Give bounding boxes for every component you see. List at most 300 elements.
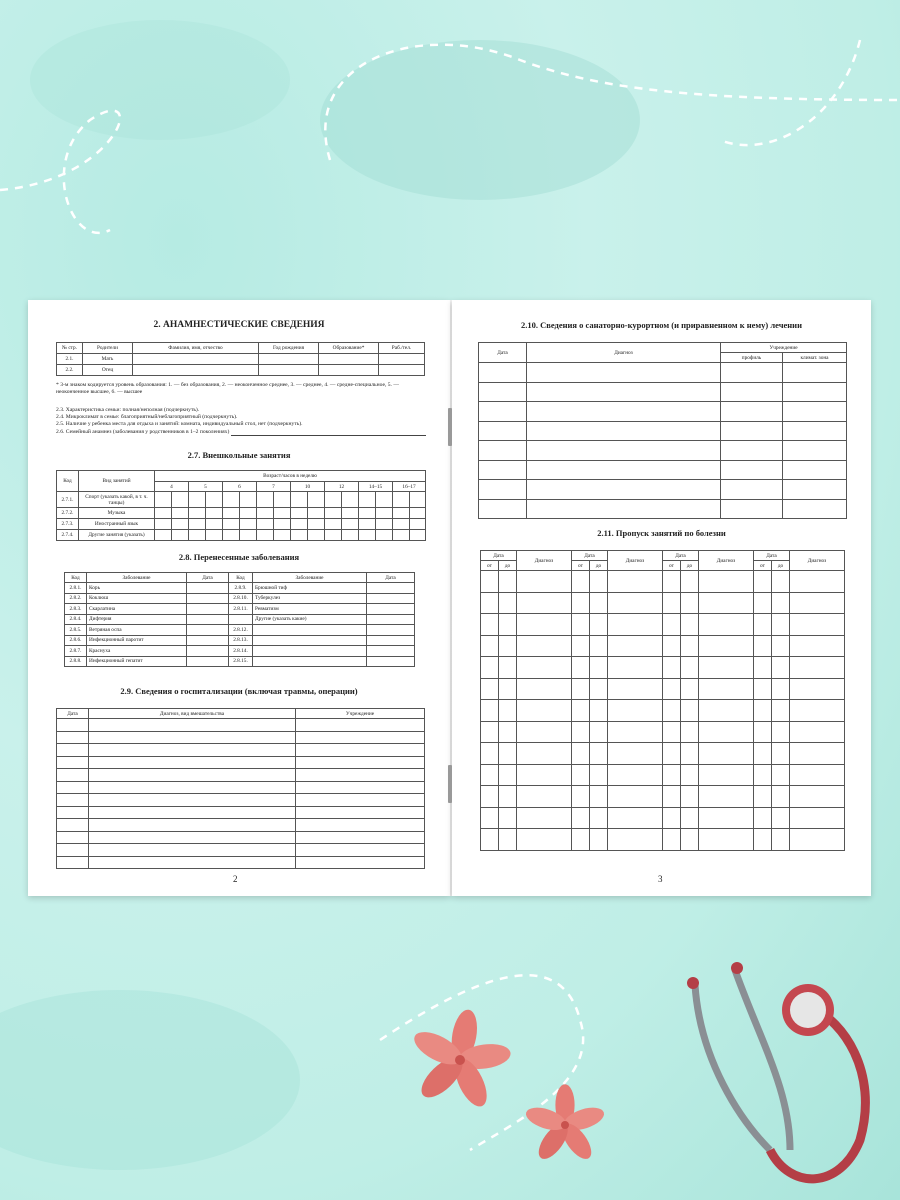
table-cell[interactable] — [754, 635, 772, 657]
table-header: Дата — [479, 343, 527, 363]
table-cell[interactable] — [681, 743, 699, 765]
table-cell[interactable] — [481, 700, 499, 722]
table-cell[interactable] — [517, 786, 572, 808]
table-cell[interactable] — [527, 480, 721, 500]
table-cell[interactable] — [721, 402, 783, 422]
table-cell[interactable] — [517, 635, 572, 657]
table-cell[interactable] — [721, 441, 783, 461]
table-cell[interactable] — [296, 781, 425, 794]
table-cell[interactable] — [527, 441, 721, 461]
table-cell[interactable] — [481, 786, 499, 808]
disease-name[interactable] — [253, 635, 367, 646]
date-cell[interactable] — [187, 646, 229, 657]
table-cell[interactable] — [608, 721, 663, 743]
table-cell[interactable] — [499, 700, 517, 722]
table-cell[interactable] — [663, 571, 681, 593]
table-cell[interactable] — [681, 571, 699, 593]
table-cell[interactable] — [608, 829, 663, 851]
table-cell[interactable] — [572, 592, 590, 614]
table-cell[interactable] — [754, 721, 772, 743]
table-cell[interactable] — [572, 678, 590, 700]
table-cell[interactable] — [790, 657, 845, 679]
table-cell[interactable] — [721, 499, 783, 519]
table-header: Дата — [57, 709, 89, 719]
table-cell[interactable] — [608, 614, 663, 636]
date-cell[interactable] — [367, 583, 415, 594]
table-cell[interactable] — [772, 571, 790, 593]
table-row — [57, 794, 425, 807]
table-cell[interactable] — [772, 592, 790, 614]
table-cell[interactable] — [296, 744, 425, 757]
table-cell[interactable] — [608, 807, 663, 829]
table-cell[interactable] — [517, 700, 572, 722]
table-cell[interactable] — [699, 592, 754, 614]
date-cell[interactable] — [187, 625, 229, 636]
table-cell[interactable] — [517, 614, 572, 636]
table-cell[interactable] — [681, 786, 699, 808]
table-cell[interactable] — [481, 807, 499, 829]
table-row — [481, 743, 845, 765]
table-cell[interactable] — [772, 786, 790, 808]
table-row — [65, 635, 415, 646]
table-cell[interactable] — [319, 354, 379, 365]
table-cell[interactable] — [499, 614, 517, 636]
table-cell[interactable] — [481, 764, 499, 786]
table-row — [481, 700, 845, 722]
age-header: 7 — [257, 482, 291, 492]
table-cell[interactable] — [572, 764, 590, 786]
table-cell[interactable] — [499, 678, 517, 700]
table-cell[interactable] — [57, 769, 89, 782]
table-cell[interactable] — [699, 635, 754, 657]
disease-name: Дифтерия — [87, 614, 187, 625]
date-cell[interactable] — [367, 635, 415, 646]
table-cell[interactable] — [790, 743, 845, 765]
date-cell[interactable] — [187, 583, 229, 594]
table-cell[interactable] — [481, 592, 499, 614]
disease-code: 2.8.11. — [229, 604, 253, 615]
table-cell[interactable] — [790, 614, 845, 636]
table-cell[interactable] — [790, 592, 845, 614]
table-cell[interactable] — [754, 743, 772, 765]
table-cell[interactable] — [89, 719, 296, 732]
table-cell[interactable] — [572, 571, 590, 593]
disease-name: Скарлатина — [87, 604, 187, 615]
table-row — [65, 656, 415, 667]
table-cell[interactable] — [479, 441, 527, 461]
table-cell[interactable] — [499, 635, 517, 657]
table-cell[interactable] — [699, 786, 754, 808]
table-cell[interactable] — [481, 829, 499, 851]
table-cell[interactable] — [699, 807, 754, 829]
diseases-table — [64, 572, 415, 667]
table-cell[interactable] — [517, 678, 572, 700]
table-cell[interactable] — [772, 764, 790, 786]
table-header: Фамилия, имя, отчество — [133, 343, 259, 354]
row-code: 2.7.4. — [57, 530, 79, 541]
item-2-5: 2.5. Наличие у ребенка места для отдыха и занятий: комната, индивидуальный стол, нет (подчеркнуть). — [56, 421, 303, 428]
table-header: Диагноз — [527, 343, 721, 363]
table-cell[interactable] — [754, 614, 772, 636]
table-cell[interactable] — [572, 807, 590, 829]
family-history-line[interactable] — [231, 429, 426, 436]
table-cell[interactable] — [790, 721, 845, 743]
table-subheader: от — [663, 561, 681, 571]
table-cell[interactable] — [296, 806, 425, 819]
row-number: 2.2. — [57, 365, 83, 376]
table-cell[interactable] — [681, 592, 699, 614]
table-cell[interactable] — [499, 786, 517, 808]
activities-table — [56, 470, 426, 541]
table-cell[interactable] — [663, 592, 681, 614]
table-cell[interactable] — [517, 657, 572, 679]
table-cell[interactable] — [590, 764, 608, 786]
disease-code — [229, 614, 253, 625]
table-cell[interactable] — [57, 819, 89, 832]
table-cell[interactable] — [754, 786, 772, 808]
table-cell[interactable] — [721, 363, 783, 383]
table-cell[interactable] — [681, 614, 699, 636]
table-cell[interactable] — [681, 700, 699, 722]
table-cell[interactable] — [527, 499, 721, 519]
date-cell[interactable] — [367, 593, 415, 604]
table-cell[interactable] — [89, 856, 296, 869]
table-row — [57, 744, 425, 757]
table-cell[interactable] — [783, 480, 847, 500]
disease-name[interactable] — [253, 646, 367, 657]
table-cell[interactable] — [572, 700, 590, 722]
table-cell[interactable] — [296, 731, 425, 744]
table-subheader: профиль — [721, 353, 783, 363]
table-cell[interactable] — [479, 499, 527, 519]
table-cell[interactable] — [296, 819, 425, 832]
table-row — [481, 657, 845, 679]
table-cell[interactable] — [699, 829, 754, 851]
table-cell[interactable] — [772, 657, 790, 679]
table-header: Дата — [663, 551, 699, 561]
table-cell[interactable] — [296, 794, 425, 807]
row-number: 2.1. — [57, 354, 83, 365]
table-row — [65, 614, 415, 625]
table-cell[interactable] — [89, 731, 296, 744]
table-cell[interactable] — [590, 743, 608, 765]
table-cell[interactable] — [608, 743, 663, 765]
table-cell[interactable] — [681, 829, 699, 851]
date-cell[interactable] — [367, 625, 415, 636]
table-cell[interactable] — [699, 678, 754, 700]
table-cell[interactable] — [681, 657, 699, 679]
table-cell[interactable] — [608, 592, 663, 614]
table-cell[interactable] — [790, 807, 845, 829]
table-cell[interactable] — [772, 721, 790, 743]
table-cell[interactable] — [590, 614, 608, 636]
table-cell[interactable] — [590, 829, 608, 851]
table-cell[interactable] — [783, 441, 847, 461]
table-cell[interactable] — [608, 657, 663, 679]
table-cell[interactable] — [133, 365, 259, 376]
table-cell[interactable] — [296, 831, 425, 844]
table-cell[interactable] — [608, 571, 663, 593]
table-cell[interactable] — [681, 721, 699, 743]
table-cell[interactable] — [783, 499, 847, 519]
table-cell[interactable] — [790, 829, 845, 851]
table-cell[interactable] — [608, 786, 663, 808]
table-cell[interactable] — [681, 764, 699, 786]
date-cell[interactable] — [367, 604, 415, 615]
table-cell[interactable] — [772, 614, 790, 636]
table-cell[interactable] — [590, 678, 608, 700]
table-cell[interactable] — [89, 844, 296, 857]
table-cell[interactable] — [57, 744, 89, 757]
table-cell[interactable] — [681, 807, 699, 829]
table-cell[interactable] — [89, 806, 296, 819]
table-cell[interactable] — [517, 829, 572, 851]
table-cell[interactable] — [481, 678, 499, 700]
table-cell[interactable] — [572, 657, 590, 679]
table-cell[interactable] — [89, 756, 296, 769]
table-cell[interactable] — [699, 721, 754, 743]
table-cell[interactable] — [89, 794, 296, 807]
table-cell[interactable] — [608, 635, 663, 657]
table-cell[interactable] — [772, 678, 790, 700]
table-cell[interactable] — [517, 807, 572, 829]
table-cell[interactable] — [663, 678, 681, 700]
table-row — [481, 592, 845, 614]
table-cell[interactable] — [296, 756, 425, 769]
table-cell[interactable] — [479, 402, 527, 422]
table-cell[interactable] — [527, 421, 721, 441]
table-cell[interactable] — [699, 657, 754, 679]
table-cell[interactable] — [772, 743, 790, 765]
table-cell[interactable] — [499, 592, 517, 614]
table-cell[interactable] — [790, 635, 845, 657]
sanatorium-table — [478, 342, 847, 519]
table-cell[interactable] — [259, 365, 319, 376]
table-cell[interactable] — [527, 363, 721, 383]
table-cell[interactable] — [527, 382, 721, 402]
table-cell[interactable] — [499, 764, 517, 786]
table-cell[interactable] — [517, 571, 572, 593]
table-cell[interactable] — [479, 363, 527, 383]
table-cell[interactable] — [481, 614, 499, 636]
table-cell[interactable] — [663, 635, 681, 657]
table-cell[interactable] — [590, 657, 608, 679]
table-cell[interactable] — [319, 365, 379, 376]
table-cell[interactable] — [721, 421, 783, 441]
table-cell[interactable] — [527, 402, 721, 422]
table-cell[interactable] — [89, 819, 296, 832]
table-cell[interactable] — [479, 382, 527, 402]
table-cell[interactable] — [699, 614, 754, 636]
table-subheader: до — [681, 561, 699, 571]
table-cell[interactable] — [89, 744, 296, 757]
table-cell[interactable] — [608, 764, 663, 786]
table-cell[interactable] — [57, 719, 89, 732]
table-cell[interactable] — [572, 614, 590, 636]
table-cell[interactable] — [379, 365, 425, 376]
table-cell[interactable] — [721, 460, 783, 480]
table-cell[interactable] — [663, 614, 681, 636]
table-cell[interactable] — [89, 831, 296, 844]
table-cell[interactable] — [296, 719, 425, 732]
table-cell[interactable] — [663, 764, 681, 786]
table-cell[interactable] — [481, 657, 499, 679]
date-cell[interactable] — [187, 635, 229, 646]
table-row — [57, 530, 426, 541]
table-cell[interactable] — [590, 635, 608, 657]
table-cell[interactable] — [572, 786, 590, 808]
table-cell[interactable] — [572, 721, 590, 743]
table-cell[interactable] — [663, 721, 681, 743]
table-cell[interactable] — [663, 786, 681, 808]
table-cell[interactable] — [590, 700, 608, 722]
table-cell[interactable] — [499, 807, 517, 829]
table-cell[interactable] — [590, 571, 608, 593]
table-cell[interactable] — [772, 829, 790, 851]
table-cell[interactable] — [590, 592, 608, 614]
date-cell[interactable] — [187, 593, 229, 604]
table-cell[interactable] — [754, 807, 772, 829]
table-cell[interactable] — [481, 635, 499, 657]
table-cell[interactable] — [754, 592, 772, 614]
table-cell[interactable] — [783, 363, 847, 383]
table-cell[interactable] — [57, 794, 89, 807]
table-cell[interactable] — [517, 721, 572, 743]
table-cell[interactable] — [783, 402, 847, 422]
table-cell[interactable] — [608, 700, 663, 722]
table-cell[interactable] — [663, 743, 681, 765]
table-cell[interactable] — [296, 856, 425, 869]
age-header: 12 — [325, 482, 359, 492]
disease-name: Краснуха — [87, 646, 187, 657]
table-cell[interactable] — [790, 571, 845, 593]
table-cell[interactable] — [699, 743, 754, 765]
table-cell[interactable] — [57, 831, 89, 844]
table-cell[interactable] — [681, 678, 699, 700]
table-cell[interactable] — [783, 421, 847, 441]
table-cell[interactable] — [572, 829, 590, 851]
table-cell[interactable] — [481, 743, 499, 765]
table-cell[interactable] — [590, 807, 608, 829]
date-cell[interactable] — [367, 646, 415, 657]
disease-name[interactable] — [253, 656, 367, 667]
table-subheader: до — [772, 561, 790, 571]
table-cell[interactable] — [499, 743, 517, 765]
table-cell[interactable] — [699, 764, 754, 786]
table-cell[interactable] — [699, 700, 754, 722]
table-cell[interactable] — [89, 769, 296, 782]
table-cell[interactable] — [481, 571, 499, 593]
disease-name: Ревматизм — [253, 604, 367, 615]
table-cell[interactable] — [296, 769, 425, 782]
date-cell[interactable] — [367, 614, 415, 625]
table-cell[interactable] — [499, 721, 517, 743]
table-cell[interactable] — [772, 807, 790, 829]
table-header: Учреждение — [721, 343, 847, 353]
table-cell[interactable] — [663, 657, 681, 679]
table-cell[interactable] — [479, 480, 527, 500]
table-cell[interactable] — [481, 721, 499, 743]
table-subheader: от — [754, 561, 772, 571]
table-cell[interactable] — [721, 382, 783, 402]
table-cell[interactable] — [772, 635, 790, 657]
table-cell[interactable] — [754, 678, 772, 700]
table-cell[interactable] — [754, 829, 772, 851]
absence-table — [480, 550, 845, 851]
table-cell[interactable] — [499, 829, 517, 851]
activity-name: Иностранный язык — [79, 519, 155, 530]
table-cell[interactable] — [517, 743, 572, 765]
table-cell[interactable] — [590, 721, 608, 743]
table-cell[interactable] — [89, 781, 296, 794]
table-row — [57, 781, 425, 794]
table-cell[interactable] — [681, 635, 699, 657]
table-cell[interactable] — [699, 571, 754, 593]
date-cell[interactable] — [187, 604, 229, 615]
table-cell[interactable] — [296, 844, 425, 857]
table-row — [57, 819, 425, 832]
table-cell[interactable] — [57, 856, 89, 869]
table-cell[interactable] — [663, 700, 681, 722]
table-cell[interactable] — [57, 806, 89, 819]
disease-name: Другие (указать какие) — [253, 614, 367, 625]
table-cell[interactable] — [517, 592, 572, 614]
table-cell[interactable] — [572, 743, 590, 765]
table-cell[interactable] — [608, 678, 663, 700]
date-cell[interactable] — [187, 656, 229, 667]
table-cell[interactable] — [663, 807, 681, 829]
table-cell[interactable] — [721, 480, 783, 500]
table-subheader: от — [481, 561, 499, 571]
disease-code: 2.8.4. — [65, 614, 87, 625]
table-cell[interactable] — [133, 354, 259, 365]
table-cell[interactable] — [57, 844, 89, 857]
table-cell[interactable] — [754, 700, 772, 722]
table-cell[interactable] — [57, 731, 89, 744]
table-cell[interactable] — [57, 756, 89, 769]
table-cell[interactable] — [572, 635, 590, 657]
parent-label: Мать — [83, 354, 133, 365]
disease-name[interactable] — [253, 625, 367, 636]
table-cell[interactable] — [790, 786, 845, 808]
table-cell[interactable] — [790, 700, 845, 722]
table-cell[interactable] — [499, 571, 517, 593]
table-cell[interactable] — [479, 460, 527, 480]
date-cell[interactable] — [367, 656, 415, 667]
table-cell[interactable] — [790, 678, 845, 700]
table-cell[interactable] — [590, 786, 608, 808]
table-row — [65, 593, 415, 604]
table-cell[interactable] — [663, 829, 681, 851]
table-cell[interactable] — [379, 354, 425, 365]
table-cell[interactable] — [754, 764, 772, 786]
date-cell[interactable] — [187, 614, 229, 625]
table-cell[interactable] — [259, 354, 319, 365]
table-cell[interactable] — [790, 764, 845, 786]
table-cell[interactable] — [754, 657, 772, 679]
table-cell[interactable] — [783, 382, 847, 402]
table-cell[interactable] — [499, 657, 517, 679]
table-cell[interactable] — [527, 460, 721, 480]
table-header: Диагноз, вид вмешательства — [89, 709, 296, 719]
table-header: Код — [229, 573, 253, 583]
table-cell[interactable] — [754, 571, 772, 593]
table-cell[interactable] — [772, 700, 790, 722]
table-cell[interactable] — [517, 764, 572, 786]
table-cell[interactable] — [57, 781, 89, 794]
table-cell[interactable] — [783, 460, 847, 480]
table-cell[interactable] — [479, 421, 527, 441]
